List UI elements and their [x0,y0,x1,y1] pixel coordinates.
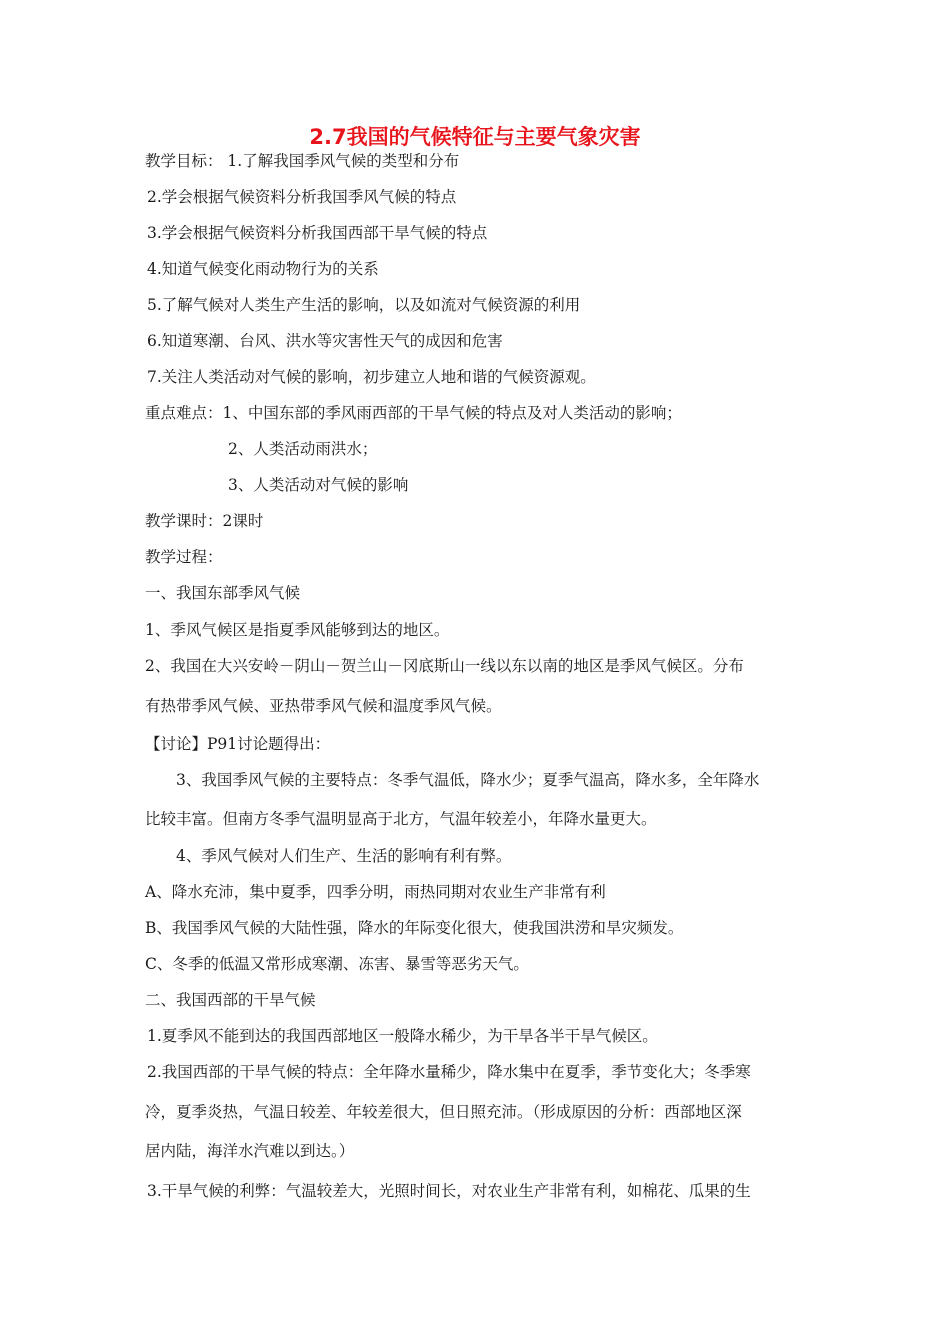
objective-item-2: 2.学会根据气候资料分析我国季风气候的特点 [147,188,457,206]
section-1-point-2a: 2、我国在大兴安岭－阴山－贺兰山－冈底斯山一线以东以南的地区是季风气候区。分布 [145,657,744,675]
discussion-line: 【讨论】P91讨论题得出： [145,735,331,753]
section-2-point-2b: 冷，夏季炎热，气温日较差、年较差很大，但日照充沛。（形成原因的分析：西部地区深 [145,1103,742,1121]
document-title: 2.7我国的气候特征与主要气象灾害 [309,125,641,149]
section-1-point-3a: 3、我国季风气候的主要特点：冬季气温低，降水少；夏季气温高，降水多，全年降水 [176,771,760,789]
objective-heading-line: 教学目标： 1.了解我国季风气候的类型和分布 [145,152,460,170]
objective-item-3: 3.学会根据气候资料分析我国西部干旱气候的特点 [147,224,488,242]
section-1-point-3b: 比较丰富。但南方冬季气温明显高于北方，气温年较差小，年降水量更大。 [145,810,657,828]
objective-item-7: 7.关注人类活动对气候的影响，初步建立人地和谐的气候资源观。 [147,368,596,386]
objective-item-5: 5.了解气候对人类生产生活的影响，以及如流对气候资源的利用 [147,296,581,314]
section-1-point-b: B、我国季风气候的大陆性强，降水的年际变化很大，使我国洪涝和旱灾频发。 [145,919,684,937]
section-1-point-a: A、降水充沛，集中夏季，四季分明，雨热同期对农业生产非常有利 [145,883,606,901]
section-2-point-2a: 2.我国西部的干旱气候的特点：全年降水量稀少，降水集中在夏季，季节变化大；冬季寒 [147,1063,751,1081]
section-2-point-3: 3.干旱气候的利弊：气温较差大，光照时间长，对农业生产非常有利，如棉花、瓜果的生 [147,1182,751,1200]
objective-item-4: 4.知道气候变化雨动物行为的关系 [147,260,379,278]
section-1-point-1: 1、季风气候区是指夏季风能够到达的地区。 [145,621,450,639]
section-2-heading: 二、我国西部的干旱气候 [145,991,316,1009]
section-2-point-2c: 居内陆，海洋水汽难以到达。） [145,1142,355,1160]
key-points-line-1: 重点难点：1、中国东部的季风雨西部的干旱气候的特点及对人类活动的影响； [145,404,682,422]
section-2-point-1: 1.夏季风不能到达的我国西部地区一般降水稀少，为干旱各半干旱气候区。 [147,1027,658,1045]
section-1-point-2b: 有热带季风气候、亚热带季风气候和温度季风气候。 [145,697,502,715]
section-1-point-c: C、冬季的低温又常形成寒潮、冻害、暴雪等恶劣天气。 [145,955,529,973]
section-1-point-4: 4、季风气候对人们生产、生活的影响有利有弊。 [176,847,512,865]
section-1-heading: 一、我国东部季风气候 [145,584,301,602]
objective-item-6: 6.知道寒潮、台风、洪水等灾害性天气的成因和危害 [147,332,503,350]
key-points-line-3: 3、人类活动对气候的影响 [228,476,409,494]
key-points-line-2: 2、人类活动雨洪水； [228,440,378,458]
process-heading: 教学过程： [145,548,223,566]
class-hours-line: 教学课时：2课时 [145,512,264,530]
